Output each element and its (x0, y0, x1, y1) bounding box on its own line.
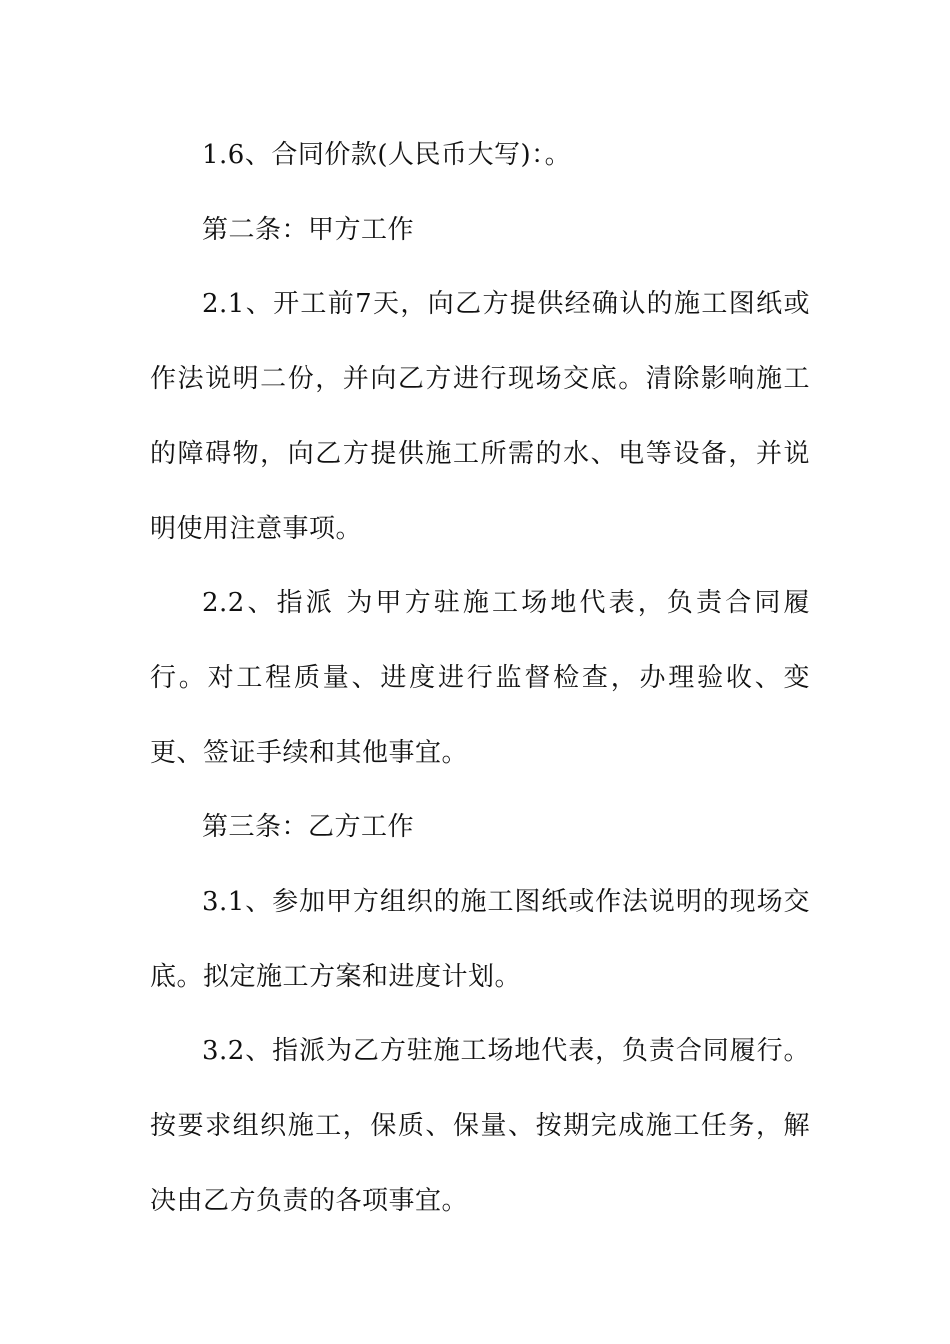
clause-3-2: 3.2、指派为乙方驻施工场地代表，负责合同履行。按要求组织施工，保质、保量、按期完成施工任务，解决由乙方负责的各项事宜。 (150, 1036, 810, 1216)
document-body (150, 118, 810, 1239)
clause-1-6: 1.6、合同价款(人民币大写)：。 (202, 140, 572, 170)
article-2-heading: 第二条：甲方工作 (202, 214, 415, 245)
clause-3-1: 3.1、参加甲方组织的施工图纸或作法说明的现场交底。拟定施工方案和进度计划。 (150, 887, 810, 992)
clause-2-1: 2.1、开工前7天，向乙方提供经确认的施工图纸或作法说明二份，并向乙方进行现场交底。清除影响施工的障碍物，向乙方提供施工所需的水、电等设备，并说明使用注意事项。 (150, 289, 810, 544)
clause-2-2: 2.2、指派 为甲方驻施工场地代表，负责合同履行。对工程质量、进度进行监督检查，办理验收、变更、签证手续和其他事宜。 (150, 588, 810, 768)
article-3-heading: 第三条：乙方工作 (202, 812, 415, 843)
